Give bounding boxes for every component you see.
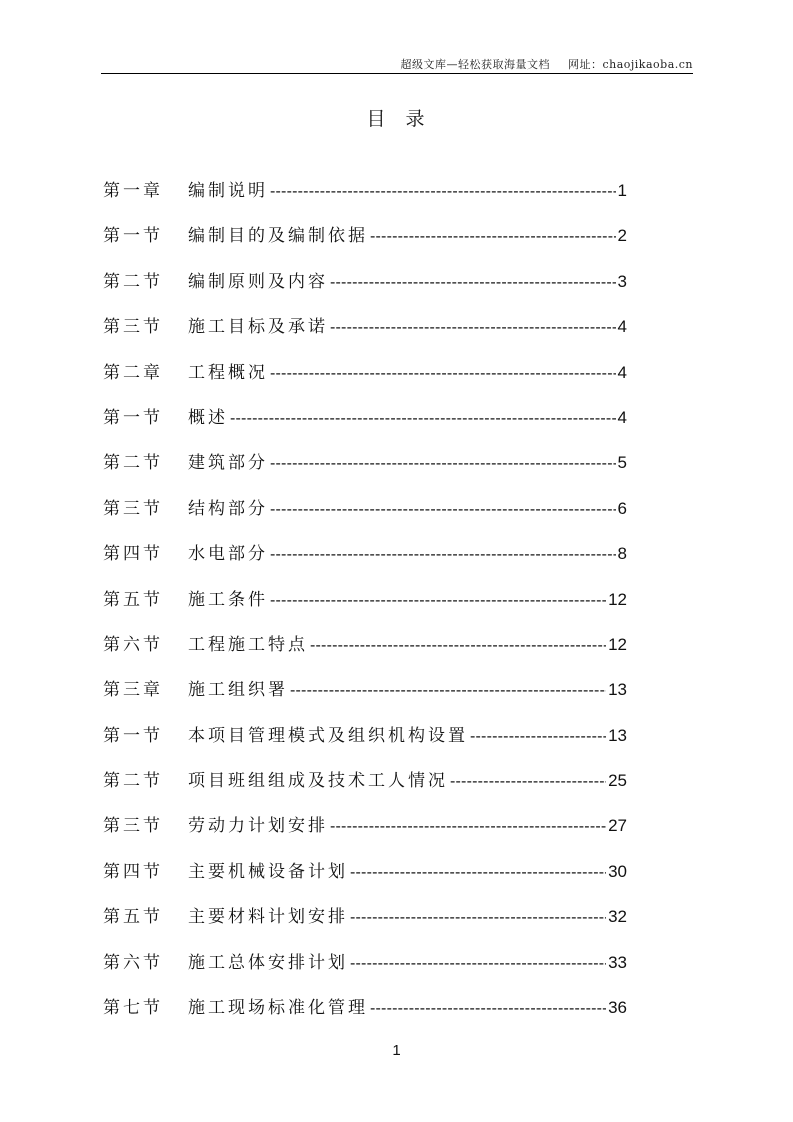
header-url: 网址：chaojikaoba.cn bbox=[567, 58, 693, 71]
toc-entry-label: 第三章 bbox=[103, 680, 163, 701]
toc-entry-page: 5 bbox=[617, 453, 627, 473]
toc-entry[interactable] bbox=[103, 539, 627, 584]
toc-entry-title: 主要材料计划安排 bbox=[188, 907, 348, 928]
dot-leader bbox=[450, 773, 606, 791]
toc-entry-label: 第一节 bbox=[103, 407, 163, 428]
toc-entry-title: 施工条件 bbox=[188, 589, 268, 610]
toc-entry[interactable] bbox=[103, 811, 627, 856]
toc-entry-page: 32 bbox=[608, 907, 627, 927]
page-number: 1 bbox=[392, 1042, 401, 1059]
toc-entry-title: 施工总体安排计划 bbox=[188, 952, 348, 973]
toc-entry-page: 13 bbox=[608, 725, 627, 745]
dot-leader bbox=[270, 546, 616, 564]
toc-entry-page: 25 bbox=[608, 771, 627, 791]
toc-entry-page: 6 bbox=[617, 498, 627, 518]
toc-entry-title: 工程施工特点 bbox=[188, 634, 308, 655]
toc-entry-title: 施工目标及承诺 bbox=[188, 317, 328, 338]
toc-entry[interactable] bbox=[103, 221, 627, 266]
toc-entry-page: 8 bbox=[617, 544, 627, 564]
dot-leader bbox=[470, 728, 606, 746]
toc-entry-label: 第一章 bbox=[103, 181, 163, 201]
dot-leader bbox=[270, 592, 606, 610]
dot-leader bbox=[350, 955, 606, 973]
toc-entry-page: 4 bbox=[617, 317, 627, 337]
dot-leader bbox=[310, 637, 606, 655]
dot-leader bbox=[270, 183, 616, 201]
dot-leader bbox=[270, 455, 616, 473]
toc-entry-label: 第二节 bbox=[103, 271, 163, 292]
toc-entry-label: 第二节 bbox=[103, 771, 163, 792]
toc-entry-label: 第一节 bbox=[103, 226, 163, 247]
dot-leader bbox=[230, 410, 616, 428]
dot-leader bbox=[350, 864, 606, 882]
toc-entry[interactable] bbox=[103, 630, 627, 675]
toc-entry[interactable] bbox=[103, 766, 627, 811]
toc-entry-label: 第三节 bbox=[103, 816, 163, 837]
toc-entry-page: 33 bbox=[608, 952, 627, 972]
toc-entry-page: 2 bbox=[617, 226, 627, 246]
toc-entry[interactable] bbox=[103, 902, 627, 947]
toc-entry[interactable] bbox=[103, 403, 627, 448]
toc-entry-label: 第五节 bbox=[103, 589, 163, 610]
toc-title: 目录 bbox=[366, 108, 445, 130]
dot-leader bbox=[370, 1000, 606, 1018]
toc-entry-title: 工程概况 bbox=[188, 362, 268, 383]
toc-entry-title: 编制说明 bbox=[188, 181, 268, 201]
page-header bbox=[103, 56, 693, 72]
toc-entry-title: 主要机械设备计划 bbox=[188, 861, 348, 882]
toc-entry-title: 概述 bbox=[188, 407, 228, 428]
toc-entry[interactable] bbox=[103, 494, 627, 539]
toc-entry[interactable] bbox=[103, 176, 627, 221]
toc-entry-label: 第四节 bbox=[103, 544, 163, 565]
toc-entry-page: 1 bbox=[617, 181, 627, 200]
dot-leader bbox=[370, 228, 616, 246]
toc-entry-page: 13 bbox=[608, 680, 627, 700]
toc-entry[interactable] bbox=[103, 993, 627, 1038]
toc-entry-page: 4 bbox=[617, 362, 627, 382]
dot-leader bbox=[350, 909, 606, 927]
toc-entry-label: 第五节 bbox=[103, 907, 163, 928]
toc-entry-title: 项目班组组成及技术工人情况 bbox=[188, 771, 448, 792]
toc-entry-page: 12 bbox=[608, 634, 627, 654]
toc-entry-page: 36 bbox=[608, 998, 627, 1018]
toc-entry-page: 27 bbox=[608, 816, 627, 836]
toc-entry-label: 第七节 bbox=[103, 998, 163, 1019]
toc-entry[interactable] bbox=[103, 948, 627, 993]
toc-entry-page: 3 bbox=[617, 271, 627, 291]
dot-leader bbox=[270, 501, 616, 519]
toc-entry[interactable] bbox=[103, 585, 627, 630]
toc-entry[interactable] bbox=[103, 267, 627, 312]
toc-entry-label: 第二节 bbox=[103, 453, 163, 474]
dot-leader bbox=[270, 365, 616, 383]
toc-entry[interactable] bbox=[103, 312, 627, 357]
dot-leader bbox=[330, 818, 606, 836]
toc-entry-title: 施工现场标准化管理 bbox=[188, 998, 368, 1019]
toc-entry-title: 编制目的及编制依据 bbox=[188, 226, 368, 247]
toc-entry-label: 第三节 bbox=[103, 317, 163, 338]
toc-entry-title: 本项目管理模式及组织机构设置 bbox=[188, 725, 468, 746]
toc-entry-label: 第二章 bbox=[103, 362, 163, 383]
toc-entry[interactable] bbox=[103, 358, 627, 403]
toc-entry[interactable] bbox=[103, 675, 627, 720]
toc-entry-label: 第三节 bbox=[103, 498, 163, 519]
toc-entry-label: 第四节 bbox=[103, 861, 163, 882]
toc-entry-label: 第六节 bbox=[103, 952, 163, 973]
toc-entry-label: 第一节 bbox=[103, 725, 163, 746]
toc-entry-page: 4 bbox=[617, 407, 627, 427]
toc-entry-page: 30 bbox=[608, 861, 627, 881]
header-site: 超级文库—轻松获取海量文档 bbox=[400, 58, 550, 71]
toc-entry-page: 12 bbox=[608, 589, 627, 609]
toc-entry[interactable] bbox=[103, 721, 627, 766]
toc-entry-label: 第六节 bbox=[103, 634, 163, 655]
toc-entry-title: 编制原则及内容 bbox=[188, 271, 328, 292]
toc-entry-title: 劳动力计划安排 bbox=[188, 816, 328, 837]
table-of-contents bbox=[103, 176, 627, 1038]
dot-leader bbox=[290, 682, 606, 700]
toc-entry-title: 建筑部分 bbox=[188, 453, 268, 474]
toc-entry-title: 施工组织署 bbox=[188, 680, 288, 701]
toc-entry-title: 水电部分 bbox=[188, 544, 268, 565]
toc-entry[interactable] bbox=[103, 857, 627, 902]
toc-entry[interactable] bbox=[103, 448, 627, 493]
header-rule bbox=[101, 73, 693, 74]
dot-leader bbox=[330, 319, 616, 337]
toc-entry-title: 结构部分 bbox=[188, 498, 268, 519]
dot-leader bbox=[330, 274, 616, 292]
